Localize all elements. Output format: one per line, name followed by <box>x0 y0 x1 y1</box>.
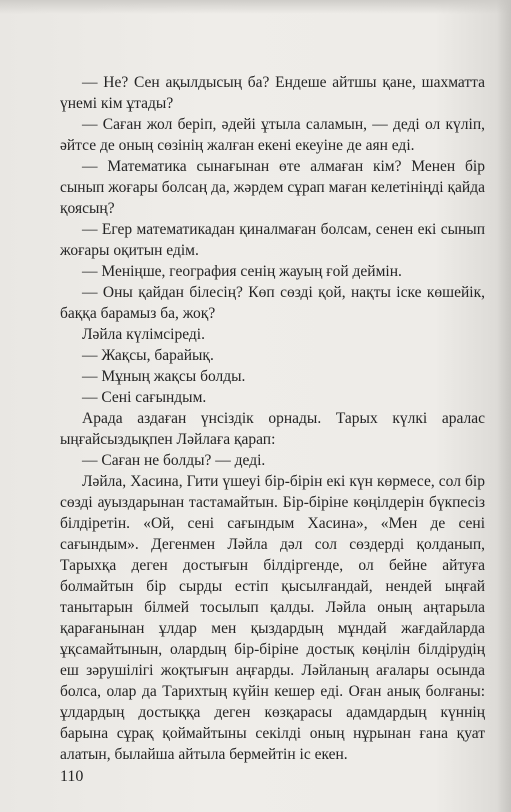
page-body-text <box>60 72 485 765</box>
paragraph-12: — Саған не болды? — деді. <box>82 452 266 469</box>
paragraph-1: — Не? Сен ақылдысың ба? Ендеше айтшы қане, шахматта үнемі кім ұтады? <box>60 74 485 112</box>
paragraph-13: Ләйла, Хасина, Гити үшеуі бір-бірін екі күн көрмесе, сол бір сөзді ауыздарынан тастамайтын. Бір-біріне көңілдерін бүкпесіз білдіретін. «Ой, сені сағындым Хасина», «Мен де сені сағындым». Дегенмен Ләйла дәл сол сөздерді қолданып, Тарыхқа деген достығын білдіргенде, ол бейне айтуға болмайтын бір сырды естіп қысылғандай, нендей ыңғай танытарын білмей тосылып қалды. Ләйла оның аңтарыла қарағанынан ұлдар мен қыздардың мұндай жағдайларда ұқсамайтынын, олардың бір-біріне достық көңілін білдірудің еш зәрушілігі жоқтығын аңғарды. Ләйланың ағалары осында болса, олар да Тарихтың күйін кешер еді. Оған анық болғаны: ұлдардың достыққа деген көзқарасы адамдардың күннің барына сұрақ қоймайтыны секілді оның нұрынан ғана қуат алатын, былайша айтыла бермейтін іс екен. <box>60 473 485 763</box>
paragraph-3: — Математика сынағынан өте алмаған кім? Менен бір сынып жоғары болсаң да, жәрдем сұрап маған келетініңді қайда қоясың? <box>60 158 485 217</box>
paragraph-2: — Саған жол беріп, әдейі ұтыла саламын, — деді ол күліп, әйтсе де оның сөзінің жалған екені екеуіне де аян еді. <box>60 116 485 154</box>
page-top-shadow <box>0 0 511 14</box>
paragraph-4: — Егер математикадан қиналмаған болсам, сенен екі сынып жоғары оқитын едім. <box>60 221 485 259</box>
paragraph-9: — Мұның жақсы болды. <box>82 368 246 385</box>
page-binding-shadow <box>497 0 511 812</box>
paragraph-7: Ләйла күлімсіреді. <box>82 326 205 343</box>
paragraph-6: — Оны қайдан білесің? Көп сөзді қой, нақты іске көшейік, баққа барамыз ба, жоқ? <box>60 284 485 322</box>
paragraph-8: — Жақсы, барайық. <box>82 347 214 364</box>
page-number: 110 <box>60 768 84 785</box>
paragraph-11: Арада аздаған үнсіздік орнады. Тарых күлкі аралас ыңғайсыздықпен Ләйлаға қарап: <box>60 410 485 448</box>
paragraph-10: — Сені сағындым. <box>82 389 207 406</box>
paragraph-5: — Меніңше, география сенің жауың ғой деймін. <box>82 263 402 280</box>
